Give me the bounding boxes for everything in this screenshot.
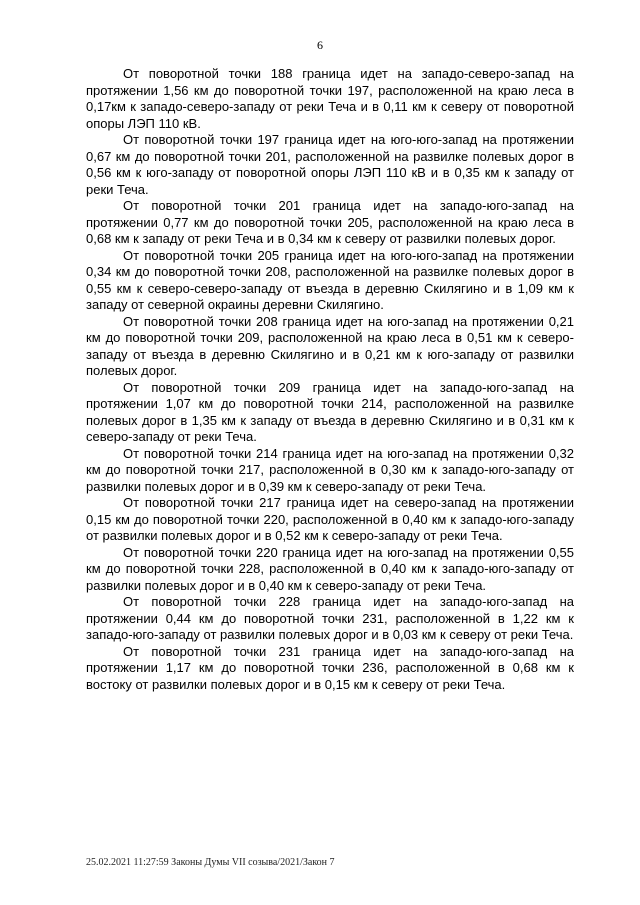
paragraph: От поворотной точки 209 граница идет на западо-юго-запад на протяжении 1,07 км до поворотной точки 214, расположенной на развилке полевых дорог в 1,35 км к западу от въезда в деревню Скилягино и в 0,31 км к северо-западу от реки Теча. [86, 379, 574, 444]
paragraph: От поворотной точки 217 граница идет на северо-запад на протяжении 0,15 км до поворотной точки 220, расположенной в 0,40 км к западо-юго-западу от развилки полевых дорог и в 0,52 км к северо-западу от реки Теча. [86, 495, 574, 543]
paragraph: От поворотной точки 228 граница идет на западо-юго-запад на протяжении 0,44 км до поворотной точки 231, расположенной в 1,22 км к западо-юго-западу от развилки полевых дорог и в 0,03 км к северу от реки Теча. [86, 594, 574, 642]
paragraph: От поворотной точки 214 граница идет на юго-запад на протяжении 0,32 км до поворотной точки 217, расположенной в 0,30 км к западо-юго-западу от развилки полевых дорог и в 0,39 км к северо-западу от реки Теча. [86, 445, 574, 494]
paragraph: От поворотной точки 220 граница идет на юго-запад на протяжении 0,55 км до поворотной точки 228, расположенной в 0,40 км к западо-юго-западу от развилки полевых дорог и в 0,40 км к северо-западу от реки Теча. [86, 544, 574, 593]
footer-timestamp: 25.02.2021 11:27:59 Законы Думы VII созыва/2021/Закон 7 [86, 857, 335, 868]
page-number: 6 [317, 38, 323, 52]
paragraph: От поворотной точки 201 граница идет на западо-юго-запад на протяжении 0,77 км до поворотной точки 205, расположенной на краю леса в 0,68 км к западу от реки Теча и в 0,34 км к северу от развилки полевых дорог. [86, 198, 574, 246]
paragraph: От поворотной точки 205 граница идет на юго-юго-запад на протяжении 0,34 км до поворотной точки 208, расположенной на развилке полевых дорог в 0,55 км к северо-северо-западу от въезда в деревню Скилягино и в 1,09 км к западу от северной окраины деревни Скилягино. [86, 247, 574, 312]
paragraph: От поворотной точки 208 граница идет на юго-запад на протяжении 0,21 км до поворотной точки 209, расположенной на краю леса в 0,51 км к северо-западу от въезда в деревню Скилягино и в 0,21 км к юго-западу от развилки полевых дорог. [86, 313, 574, 378]
document-body [86, 66, 574, 693]
paragraph: От поворотной точки 197 граница идет на юго-юго-запад на протяжении 0,67 км до поворотной точки 201, расположенной на развилке полевых дорог в 0,56 км к юго-западу от поворотной опоры ЛЭП 110 кВ и в 0,35 км к западу от реки Теча. [86, 132, 574, 197]
paragraph: От поворотной точки 188 граница идет на западо-северо-запад на протяжении 1,56 км до поворотной точки 197, расположенной на краю леса в 0,17км к западо-северо-западу от реки Теча и в 0,11 км к северу от поворотной опоры ЛЭП 110 кВ. [86, 66, 574, 131]
paragraph: От поворотной точки 231 граница идет на западо-юго-запад на протяжении 1,17 км до поворотной точки 236, расположенной в 0,68 км к востоку от развилки полевых дорог и в 0,15 км к северу от реки Теча. [86, 643, 574, 692]
